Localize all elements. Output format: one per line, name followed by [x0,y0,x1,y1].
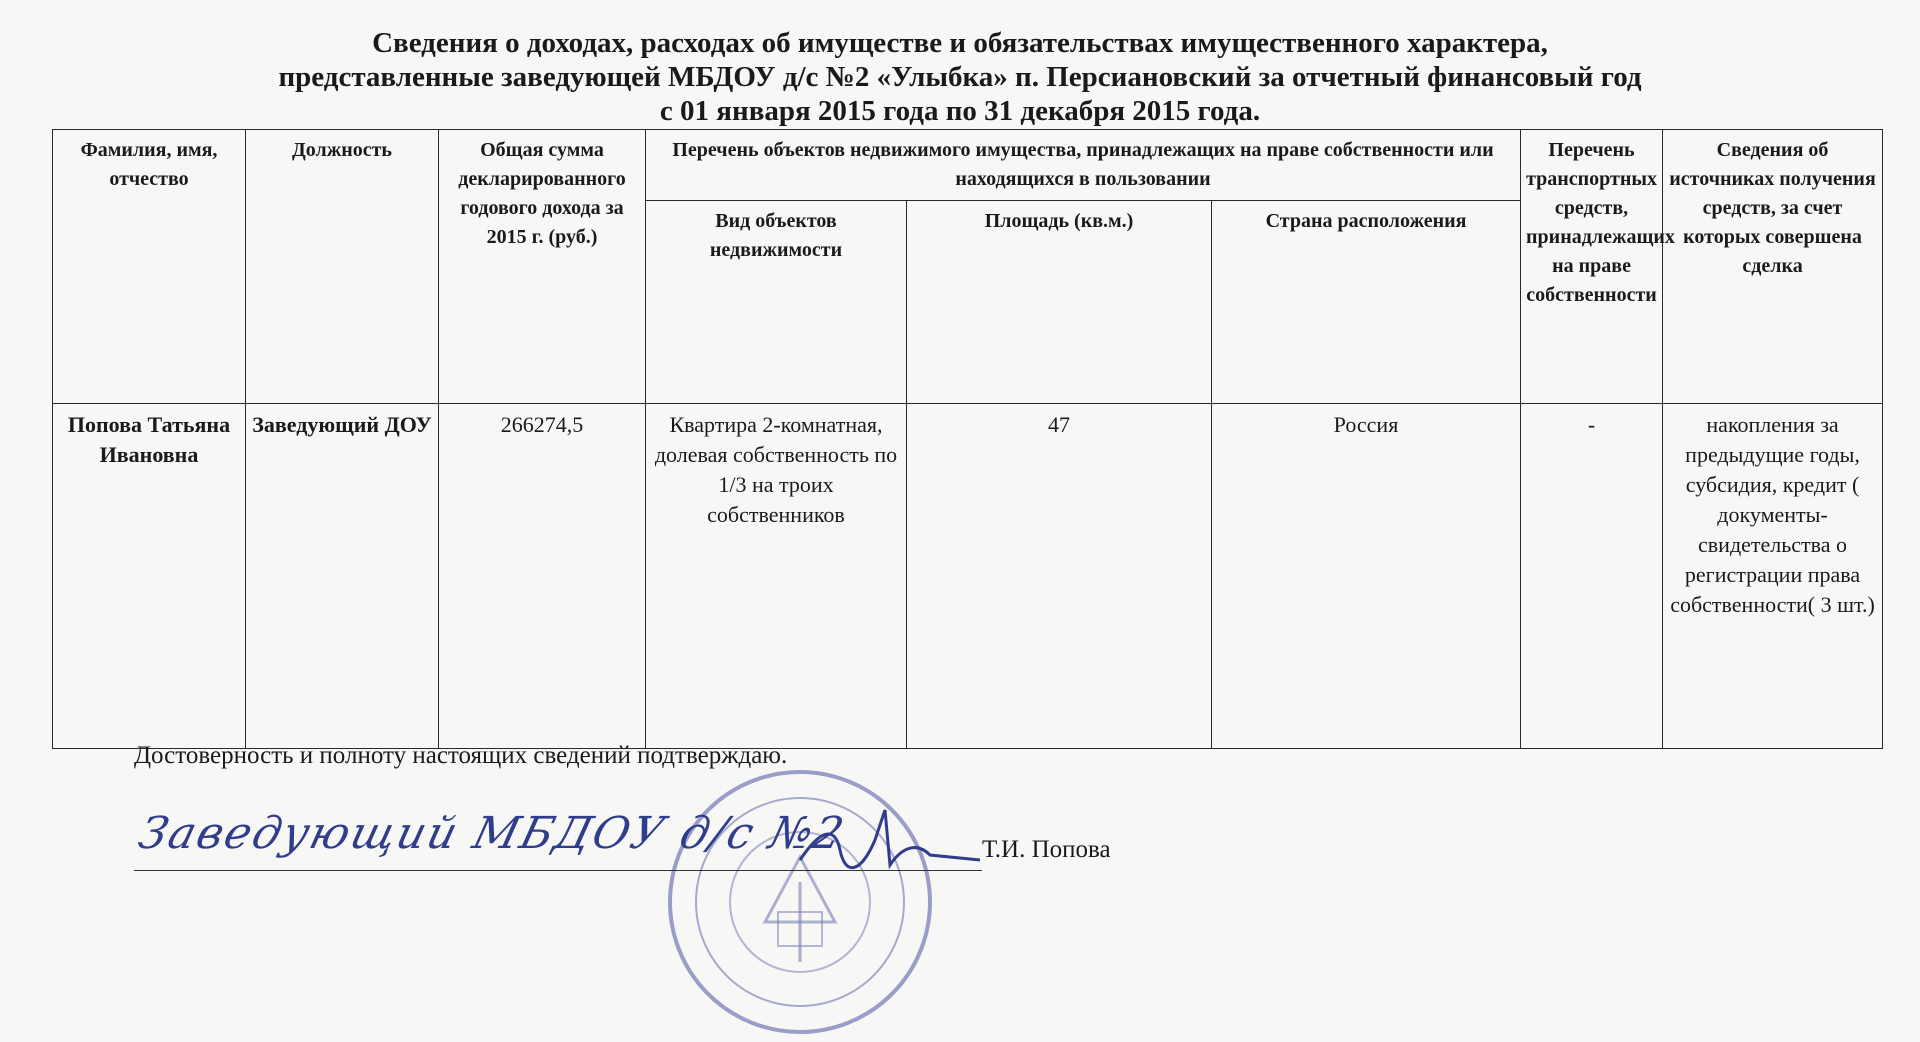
cell-vehicles: - [1521,404,1663,749]
cell-realty-type: Квартира 2-комнатная, долевая собственность по 1/3 на троих собственников [646,404,907,749]
header-name: Фамилия, имя, отчество [53,130,246,404]
header-vehicles: Перечень транспортных средств, принадлежащих на праве собственности [1521,130,1663,404]
cell-position: Заведующий ДОУ [246,404,439,749]
header-country: Страна расположения [1212,201,1521,404]
cell-sources: накопления за предыдущие годы, субсидия, кредит ( документы-свидетельства о регистрации права собственности( 3 шт.) [1663,404,1883,749]
title-line-2: представленные заведующей МБДОУ д/с №2 «Улыбка» п. Персиановский за отчетный финансовый год [278,61,1642,93]
confirmation-text: Достоверность и полноту настоящих сведений подтверждаю. [134,742,788,769]
signature-underline [134,870,982,871]
handwritten-signature-line: Заведующий МБДОУ д/с №2 [133,808,851,859]
header-realty-type: Вид объектов недвижимости [646,201,907,404]
header-sources: Сведения об источниках получения средств, за счет которых совершена сделка [1663,130,1883,404]
cell-area: 47 [907,404,1212,749]
header-area: Площадь (кв.м.) [907,201,1212,404]
cell-name: Попова Татьяна Ивановна [53,404,246,749]
document-title [0,26,1920,128]
header-income: Общая сумма декларированного годового дохода за 2015 г. (руб.) [439,130,646,404]
title-line-1: Сведения о доходах, расходах об имуществе и обязательствах имущественного характера, [372,27,1548,59]
title-line-3: с 01 января 2015 года по 31 декабря 2015 года. [659,95,1261,127]
header-position: Должность [246,130,439,404]
header-realty-group: Перечень объектов недвижимого имущества, принадлежащих на праве собственности или находящихся в пользовании [646,130,1521,201]
signer-name: Т.И. Попова [982,836,1111,863]
header-row [53,130,1883,201]
declaration-table [52,129,1883,749]
table-row [53,404,1883,749]
cell-country: Россия [1212,404,1521,749]
cell-income: 266274,5 [439,404,646,749]
signature-scribble [790,790,990,890]
